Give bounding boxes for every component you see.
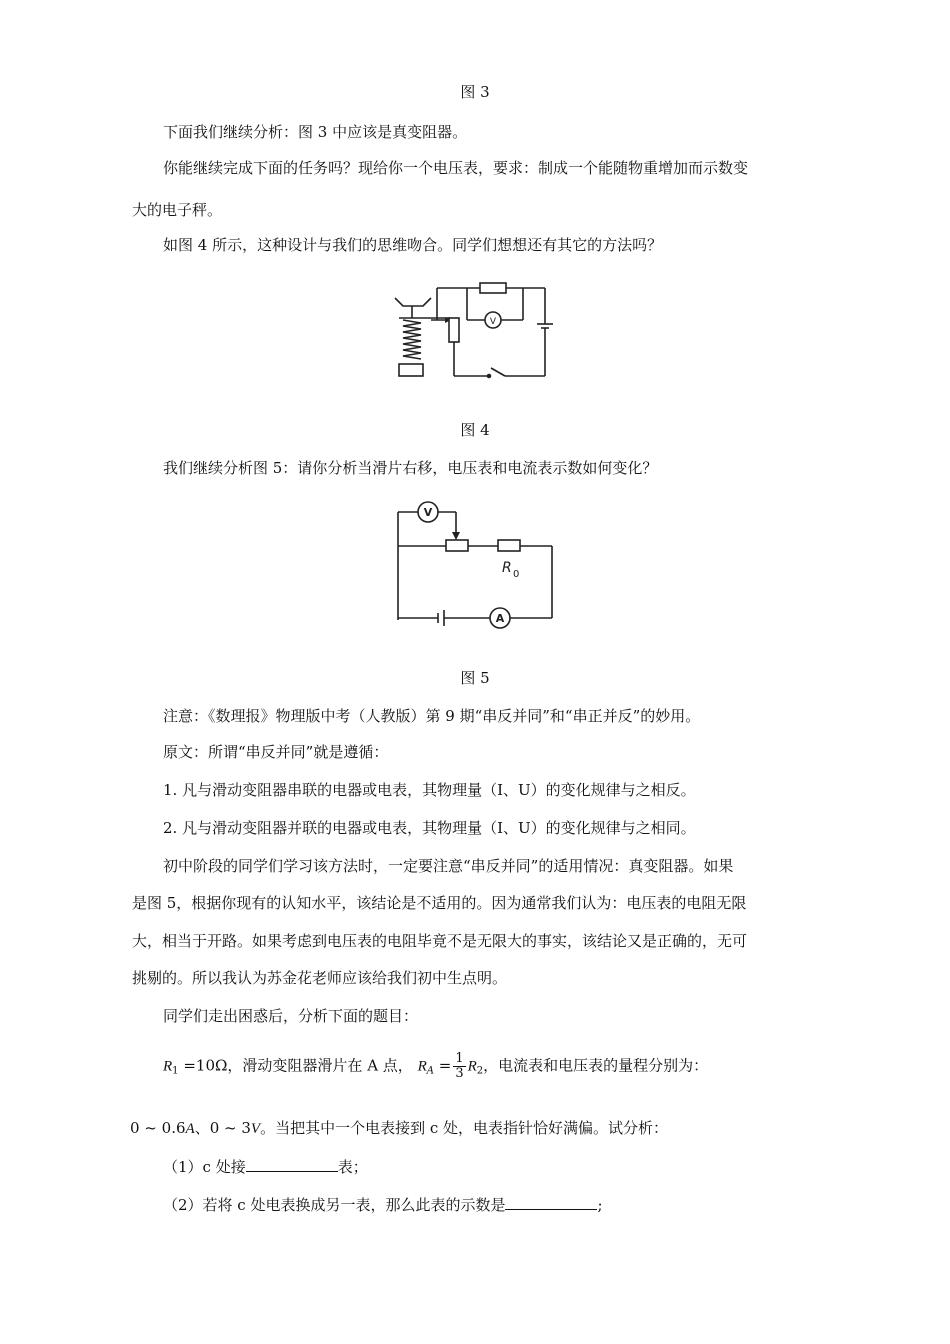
problem-text-2: ，电流表和电压表的量程分别为： [483,1056,709,1075]
paragraph-9-line-4: 挑剔的。所以我认为苏金花老师应该给我们初中生点明。 [132,969,508,987]
question-1 [163,1156,368,1177]
ammeter-unit: A [185,1121,195,1137]
paragraph-8: 2. 凡与滑动变阻器并联的电器或电表，其物理量（I、U）的变化规律与之相同。 [163,819,696,837]
paragraph-9-line-3: 大，相当于开路。如果考虑到电压表的电阻毕竟不是无限大的事实，该结论又是正确的，无可 [132,932,748,950]
fraction-one-third [453,1052,465,1081]
r1-value: =10Ω [183,1056,228,1075]
figure-5-caption: 图 5 [460,669,490,687]
paragraph-1: 下面我们继续分析：图 3 中应该是真变阻器。 [163,123,468,141]
problem-text-3: 。当把其中一个电表接到 c 处，电表指针恰好满偏。试分析： [260,1119,669,1137]
equals-sign: = [438,1056,452,1075]
ra-subscript: A [426,1065,434,1077]
ra-symbol: R [417,1058,427,1075]
paragraph-9-line-1: 初中阶段的同学们学习该方法时，一定要注意“串反并同”的适用情况：真变阻器。如果 [163,857,734,875]
fraction-denominator: 3 [455,1066,464,1081]
r2-subscript: 2 [476,1065,484,1077]
figure-5-ammeter-label: A [495,612,505,625]
r2-symbol: R [467,1058,477,1075]
fraction-numerator: 1 [455,1051,464,1066]
question-2-suffix: ; [597,1196,603,1214]
question-1-answer-blank[interactable] [246,1156,338,1172]
paragraph-9-line-2: 是图 5，根据你现有的认知水平，该结论是不适用的。因为通常我们认为：电压表的电阻无限 [132,894,747,912]
question-2-answer-blank[interactable] [505,1194,597,1210]
paragraph-3: 如图 4 所示，这种设计与我们的思维吻合。同学们想想还有其它的方法吗？ [163,236,663,254]
question-1-prefix: （1）c 处接 [163,1158,246,1176]
figure-5-r0-subscript: 0 [513,569,520,580]
paragraph-4: 我们继续分析图 5：请你分析当滑片右移，电压表和电流表示数如何变化？ [163,459,658,477]
paragraph-7: 1. 凡与滑动变阻器串联的电器或电表，其物理量（I、U）的变化规律与之相反。 [163,781,696,799]
question-1-suffix: 表； [337,1158,368,1176]
voltmeter-unit: V [250,1121,261,1137]
figure-3-caption: 图 3 [460,83,490,101]
problem-line-2 [130,1118,668,1139]
figure-4-caption: 图 4 [460,421,490,439]
paragraph-5: 注意：《数理报》物理版中考（人教版）第 9 期“串反并同”和“串正并反”的妙用。 [163,707,701,725]
problem-text-1: ，滑动变阻器滑片在 A 点， [227,1056,413,1075]
figure-5-r0-label: R [502,560,512,576]
r1-symbol: R [163,1058,173,1075]
question-2 [163,1194,603,1215]
figure-4-voltmeter-label: V [489,317,497,327]
problem-line-1 [163,1052,708,1082]
paragraph-2-line-1: 你能继续完成下面的任务吗？现给你一个电压表，要求：制成一个能随物重增加而示数变 [163,159,749,177]
voltmeter-range: 0 ~ 3 [209,1119,251,1137]
figure-5-voltmeter-label: V [423,506,433,519]
figure-4-circuit [385,280,560,385]
range-separator: 、 [194,1119,210,1137]
paragraph-2-line-2: 大的电子秤。 [132,201,223,219]
paragraph-6: 原文：所谓“串反并同”就是遵循： [163,743,389,761]
paragraph-10: 同学们走出困惑后，分析下面的题目： [163,1007,419,1025]
question-2-prefix: （2）若将 c 处电表换成另一表，那么此表的示数是 [163,1196,506,1214]
r1-subscript: 1 [172,1065,179,1077]
figure-5-circuit [390,500,560,630]
ammeter-range: 0 ~ 0.6 [130,1119,186,1137]
